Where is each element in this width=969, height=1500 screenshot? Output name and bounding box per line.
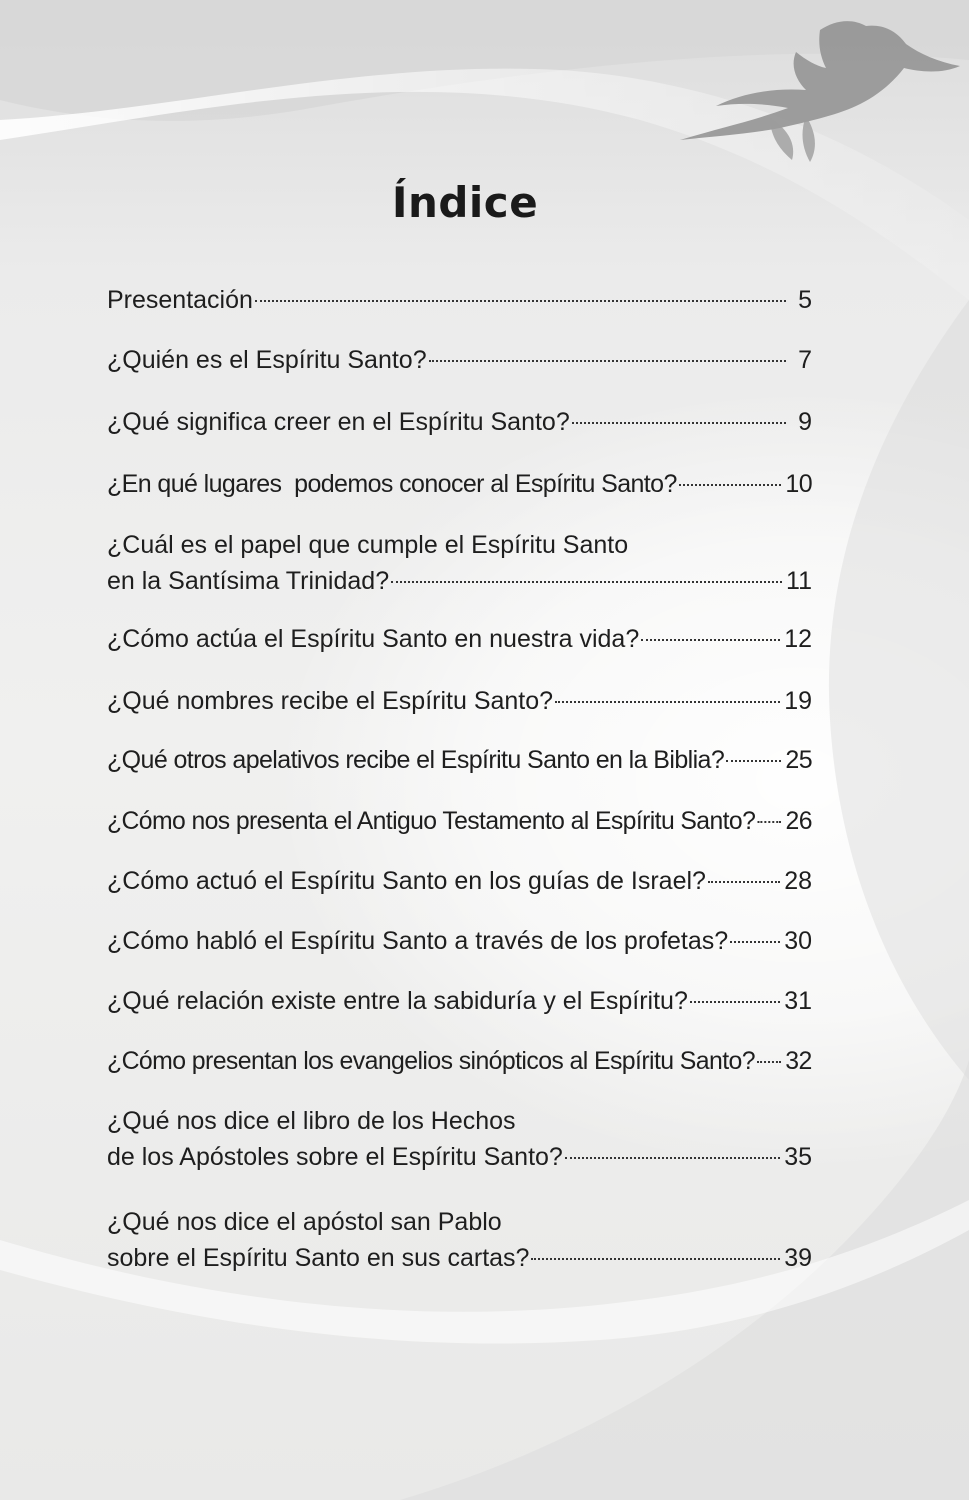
dot-leader [708, 881, 780, 883]
toc-page-number: 35 [784, 1143, 812, 1171]
toc-line [107, 803, 812, 839]
toc-page-number: 26 [785, 807, 812, 835]
toc-entry [107, 803, 812, 839]
dot-leader [757, 1061, 781, 1063]
toc-page-number: 25 [785, 746, 812, 774]
toc-line [107, 282, 812, 318]
toc-page-number: 31 [784, 987, 812, 1015]
toc-line [107, 742, 812, 778]
toc-line [107, 1139, 812, 1175]
toc-line [107, 466, 812, 502]
dot-leader [572, 422, 786, 424]
toc-entry-title: Presentación [107, 286, 253, 314]
dot-leader [757, 821, 781, 823]
toc-line [107, 563, 812, 599]
toc-line [107, 1043, 812, 1079]
toc-entry-title: ¿Qué significa creer en el Espíritu Santo? [107, 408, 570, 436]
dot-leader [690, 1001, 780, 1003]
toc-page-number: 32 [785, 1047, 812, 1075]
toc-entry-title: ¿Qué relación existe entre la sabiduría y el Espíritu? [107, 987, 688, 1015]
toc-page-number: 39 [784, 1244, 812, 1272]
toc-entry [107, 1204, 812, 1276]
toc-line [107, 1204, 812, 1240]
toc-line [107, 983, 812, 1019]
toc-page-number: 28 [784, 867, 812, 895]
toc-line [107, 342, 812, 378]
toc-entry-title: ¿Cómo habló el Espíritu Santo a través de los profetas? [107, 927, 729, 955]
toc-page-number: 12 [784, 625, 812, 653]
toc-page-number: 30 [784, 927, 812, 955]
toc-entry [107, 923, 812, 959]
toc-entry-title: ¿Quién es el Espíritu Santo? [107, 346, 427, 374]
toc-entry-title-continued: de los Apóstoles sobre el Espíritu Santo? [107, 1143, 563, 1171]
toc-entry-title: ¿Cómo nos presenta el Antiguo Testamento al Espíritu Santo? [107, 807, 756, 835]
toc-line [107, 683, 812, 719]
toc-entry [107, 621, 812, 657]
toc-page-number: 5 [798, 286, 812, 314]
toc-entry [107, 466, 812, 502]
dot-leader [429, 360, 786, 362]
toc-entry-title: ¿En qué lugares podemos conocer al Espíritu Santo? [107, 470, 677, 498]
dove-icon [620, 0, 969, 170]
toc-entry-title: ¿Cómo actuó el Espíritu Santo en los guías de Israel? [107, 867, 706, 895]
toc-entry [107, 282, 812, 318]
toc-page-number: 7 [798, 346, 812, 374]
toc-line [107, 1240, 812, 1276]
toc-entry [107, 342, 812, 378]
toc-entry-title: ¿Qué nos dice el libro de los Hechos [107, 1107, 516, 1135]
toc-line [107, 404, 812, 440]
dot-leader [726, 760, 781, 762]
toc-entry [107, 683, 812, 719]
toc-page-number: 19 [784, 687, 812, 715]
toc-page-number: 9 [798, 408, 812, 436]
toc-line [107, 923, 812, 959]
toc-entry-title-continued: en la Santísima Trinidad? [107, 567, 390, 595]
toc-line [107, 1103, 812, 1139]
toc-entry-title: ¿Qué otros apelativos recibe el Espíritu Santo en la Biblia? [107, 746, 725, 774]
toc-entry-title: ¿Cómo presentan los evangelios sinópticos al Espíritu Santo? [107, 1047, 755, 1075]
dot-leader [565, 1157, 780, 1159]
dot-leader [531, 1258, 780, 1260]
toc-entry [107, 404, 812, 440]
page-title: Índice [391, 178, 539, 227]
toc-entry-title: ¿Cómo actúa el Espíritu Santo en nuestra vida? [107, 625, 640, 653]
toc-entry [107, 983, 812, 1019]
toc-entry-title: ¿Qué nos dice el apóstol san Pablo [107, 1208, 502, 1236]
dot-leader [255, 300, 786, 302]
toc-line [107, 863, 812, 899]
toc-line [107, 527, 812, 563]
toc-entry [107, 863, 812, 899]
dot-leader [641, 639, 780, 641]
toc-entry-title: ¿Qué nombres recibe el Espíritu Santo? [107, 687, 554, 715]
toc-line [107, 621, 812, 657]
toc-entry [107, 527, 812, 599]
dot-leader [555, 701, 780, 703]
dot-leader [730, 941, 780, 943]
toc-entry [107, 1043, 812, 1079]
dot-leader [391, 581, 782, 583]
toc-page-number: 10 [785, 470, 812, 498]
toc-entry-title: ¿Cuál es el papel que cumple el Espíritu Santo [107, 531, 629, 559]
toc-page-number: 11 [786, 567, 812, 595]
dot-leader [679, 484, 782, 486]
toc-entry [107, 742, 812, 778]
toc-entry-title-continued: sobre el Espíritu Santo en sus cartas? [107, 1244, 530, 1272]
toc-entry [107, 1103, 812, 1175]
